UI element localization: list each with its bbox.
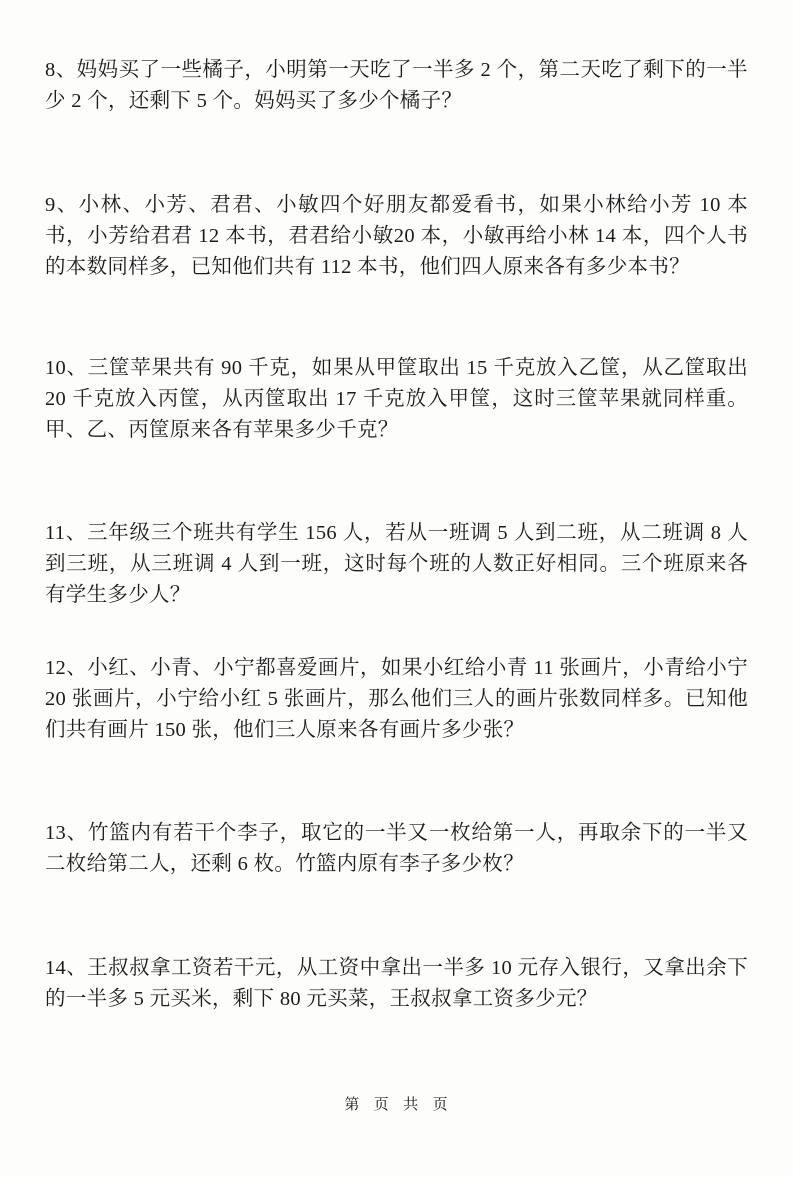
problem-14: 14、王叔叔拿工资若干元，从工资中拿出一半多 10 元存入银行，又拿出余下的一半多 5 元买米，剩下 80 元买菜，王叔叔拿工资多少元？ [45, 957, 748, 1010]
problem-11: 11、三年级三个班共有学生 156 人，若从一班调 5 人到二班，从二班调 8 人到三班，从三班调 4 人到一班，这时每个班的人数正好相同。三个班原来各有学生多少人？ [45, 522, 748, 606]
worksheet-page [0, 55, 793, 1177]
problem-12: 12、小红、小青、小宁都喜爱画片，如果小红给小青 11 张画片，小青给小宁 20 张画片，小宁给小红 5 张画片，那么他们三人的画片张数同样多。已知他们共有画片 150 张，他们三人原来各有画片多少张？ [45, 657, 748, 741]
problem-8: 8、妈妈买了一些橘子，小明第一天吃了一半多 2 个，第二天吃了剩下的一半少 2 个，还剩下 5 个。妈妈买了多少个橘子？ [45, 59, 748, 112]
problem-9: 9、小林、小芳、君君、小敏四个好朋友都爱看书，如果小林给小芳 10 本书，小芳给君君 12 本书，君君给小敏20 本，小敏再给小林 14 本，四个人书的本数同样多，已知他们共有 112 本书，他们四人原来各有多少本书？ [45, 194, 748, 278]
problem-13: 13、竹篮内有若干个李子，取它的一半又一枚给第一人，再取余下的一半又二枚给第二人，还剩 6 枚。竹篮内原有李子多少枚？ [45, 822, 748, 875]
problem-10: 10、三筐苹果共有 90 千克，如果从甲筐取出 15 千克放入乙筐，从乙筐取出 20 千克放入丙筐，从丙筐取出 17 千克放入甲筐，这时三筐苹果就同样重。甲、乙、丙筐原来各有苹果多少千克？ [45, 357, 748, 441]
page-footer: 第 页 共 页 [344, 1096, 449, 1113]
